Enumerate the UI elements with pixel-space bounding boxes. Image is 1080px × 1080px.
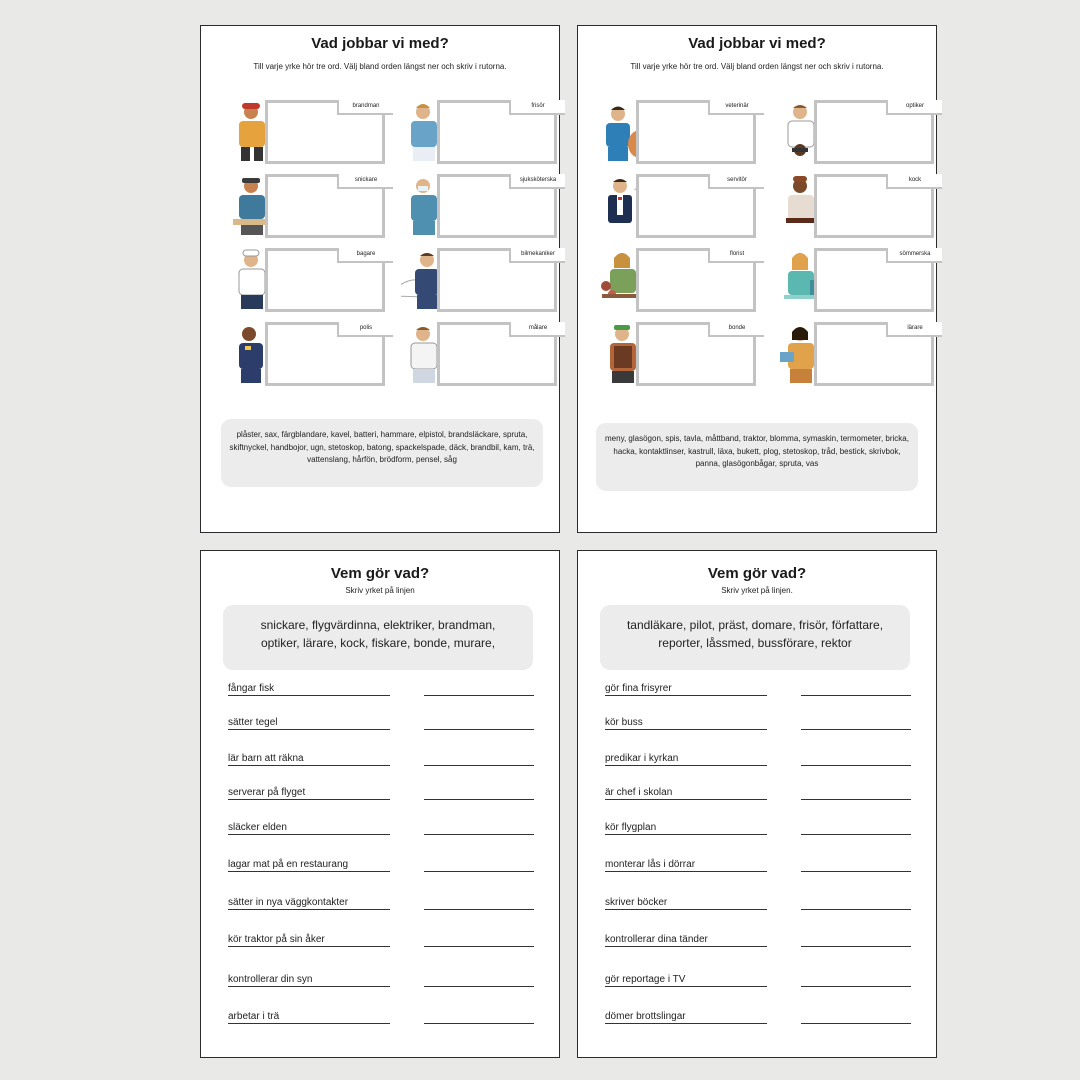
worksheet-page-2 — [577, 25, 937, 533]
answer-line[interactable] — [424, 765, 534, 766]
task-description: skriver böcker — [605, 897, 767, 910]
profession-label: bonde — [708, 322, 764, 337]
worksheet-page-4 — [577, 550, 937, 1058]
answer-line[interactable] — [801, 729, 911, 730]
profession-label: snickare — [337, 174, 393, 189]
exercise-row — [605, 750, 911, 768]
profession-card — [225, 322, 393, 384]
profession-label: kock — [886, 174, 942, 189]
profession-label: optiker — [886, 100, 942, 115]
exercise-row — [228, 1008, 534, 1026]
profession-card — [397, 248, 565, 310]
task-description: predikar i kyrkan — [605, 753, 767, 766]
page-title: Vem gör vad? — [330, 565, 430, 582]
exercise-row — [228, 894, 534, 912]
exercise-row — [228, 856, 534, 874]
word-bank: snickare, flygvärdinna, elektriker, brandman, optiker, lärare, kock, fiskare, bonde, murare, — [223, 605, 533, 670]
answer-line[interactable] — [801, 946, 911, 947]
answer-line[interactable] — [801, 1023, 911, 1024]
task-description: är chef i skolan — [605, 787, 767, 800]
exercise-row — [605, 784, 911, 802]
task-description: arbetar i trä — [228, 1011, 390, 1024]
task-description: fångar fisk — [228, 683, 390, 696]
task-description: sätter in nya väggkontakter — [228, 897, 390, 910]
profession-card — [774, 174, 942, 236]
profession-card — [774, 322, 942, 384]
answer-line[interactable] — [424, 871, 534, 872]
profession-label: frisör — [509, 100, 565, 115]
answer-line[interactable] — [801, 799, 911, 800]
task-description: kör buss — [605, 717, 767, 730]
profession-card — [596, 322, 764, 384]
profession-card — [225, 174, 393, 236]
exercise-row — [228, 750, 534, 768]
exercise-row — [228, 971, 534, 989]
profession-card — [397, 100, 565, 162]
profession-label: målare — [509, 322, 565, 337]
answer-line[interactable] — [424, 946, 534, 947]
profession-label: sömmerska — [886, 248, 942, 263]
answer-line[interactable] — [424, 1023, 534, 1024]
page-instruction: Skriv yrket på linjen. — [721, 586, 793, 595]
profession-label: servitör — [708, 174, 764, 189]
profession-label: bilmekaniker — [509, 248, 565, 263]
exercise-row — [605, 856, 911, 874]
answer-line[interactable] — [801, 909, 911, 910]
answer-line[interactable] — [424, 834, 534, 835]
word-bank: meny, glasögon, spis, tavla, måttband, traktor, blomma, symaskin, termometer, bricka, hacka, kontaktlinser, kastrull, läxa, bukett, plog, stetoskop, tråd, bestick, skrivbok, panna, glasögonbågar, spruta, vas — [596, 423, 918, 491]
task-description: kör flygplan — [605, 822, 767, 835]
exercise-row — [605, 931, 911, 949]
task-description: släcker elden — [228, 822, 390, 835]
exercise-row — [228, 931, 534, 949]
exercise-row — [605, 894, 911, 912]
answer-line[interactable] — [424, 909, 534, 910]
task-description: lär barn att räkna — [228, 753, 390, 766]
answer-line[interactable] — [801, 695, 911, 696]
answer-line[interactable] — [424, 986, 534, 987]
profession-label: brandman — [337, 100, 393, 115]
profession-card — [225, 100, 393, 162]
exercise-row — [605, 680, 911, 698]
exercise-row — [605, 819, 911, 837]
page-title: Vad jobbar vi med? — [688, 35, 826, 52]
profession-label: lärare — [886, 322, 942, 337]
page-instruction: Skriv yrket på linjen — [345, 586, 415, 595]
profession-label: sjuksköterska — [509, 174, 565, 189]
profession-card — [774, 248, 942, 310]
task-description: sätter tegel — [228, 717, 390, 730]
profession-label: bagare — [337, 248, 393, 263]
page-instruction: Till varje yrke hör tre ord. Välj bland orden längst ner och skriv i rutorna. — [253, 62, 507, 71]
profession-card — [596, 174, 764, 236]
profession-card — [596, 100, 764, 162]
profession-card — [397, 322, 565, 384]
exercise-row — [605, 714, 911, 732]
word-bank: tandläkare, pilot, präst, domare, frisör, författare, reporter, låssmed, bussförare, rektor — [600, 605, 910, 670]
task-description: gör fina frisyrer — [605, 683, 767, 696]
task-description: kör traktor på sin åker — [228, 934, 390, 947]
page-title: Vem gör vad? — [707, 565, 807, 582]
task-description: serverar på flyget — [228, 787, 390, 800]
exercise-row — [228, 714, 534, 732]
page-instruction: Till varje yrke hör tre ord. Välj bland orden längst ner och skriv i rutorna. — [630, 62, 884, 71]
answer-line[interactable] — [801, 986, 911, 987]
profession-card — [596, 248, 764, 310]
answer-line[interactable] — [424, 695, 534, 696]
profession-card — [774, 100, 942, 162]
profession-card — [397, 174, 565, 236]
worksheet-page-3 — [200, 550, 560, 1058]
task-description: kontrollerar din syn — [228, 974, 390, 987]
exercise-row — [228, 784, 534, 802]
answer-line[interactable] — [801, 871, 911, 872]
task-description: dömer brottslingar — [605, 1011, 767, 1024]
task-description: lagar mat på en restaurang — [228, 859, 390, 872]
profession-label: florist — [708, 248, 764, 263]
profession-card — [225, 248, 393, 310]
answer-line[interactable] — [801, 765, 911, 766]
answer-line[interactable] — [424, 729, 534, 730]
task-description: kontrollerar dina tänder — [605, 934, 767, 947]
task-description: monterar lås i dörrar — [605, 859, 767, 872]
answer-line[interactable] — [801, 834, 911, 835]
answer-line[interactable] — [424, 799, 534, 800]
exercise-row — [605, 971, 911, 989]
worksheet-page-1 — [200, 25, 560, 533]
exercise-row — [228, 680, 534, 698]
exercise-row — [228, 819, 534, 837]
exercise-row — [605, 1008, 911, 1026]
profession-label: veterinär — [708, 100, 764, 115]
page-title: Vad jobbar vi med? — [311, 35, 449, 52]
word-bank: plåster, sax, färgblandare, kavel, batteri, hammare, elpistol, brandsläckare, spruta, skiftnyckel, handbojor, ugn, stetoskop, batong, spackelspade, däck, brandbil, kam, trä, vattenslang, hårfön, brödform, pensel, såg — [221, 419, 543, 487]
task-description: gör reportage i TV — [605, 974, 767, 987]
profession-label: polis — [337, 322, 393, 337]
